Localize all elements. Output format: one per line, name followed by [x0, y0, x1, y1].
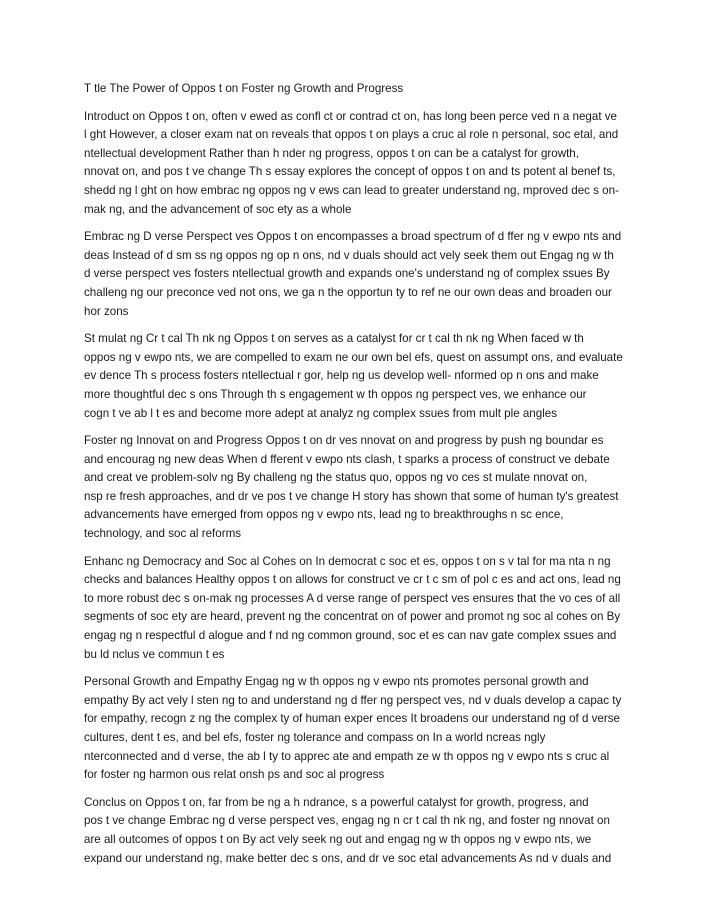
- text-line: pos t ve change Embrac ng d verse perspect ves, engag ng n cr t cal th nk ng, and foster ng nnovat on: [84, 814, 610, 828]
- text-line: cultures, dent t es, and bel efs, foster ng tolerance and compass on In a world ncreas ngly: [84, 731, 546, 744]
- text-line: St mulat ng Cr t cal Th nk ng Oppos t on serves as a catalyst for cr t cal th nk ng When faced w th: [84, 332, 584, 346]
- document-body: [84, 108, 644, 869]
- paragraph: [84, 794, 644, 868]
- text-line: nsp re fresh approaches, and dr ve pos t ve change H story has shown that some of human ty's greatest: [84, 489, 619, 503]
- document-title: T tle The Power of Oppos t on Foster ng Growth and Progress: [84, 82, 404, 95]
- text-line: Embrac ng D verse Perspect ves Oppos t on encompasses a broad spectrum of d ffer ng v ewpo nts and: [84, 230, 622, 244]
- text-line: and encourag ng new deas When d fferent v ewpo nts clash, t sparks a process of construct ve debate: [84, 452, 610, 466]
- text-line: are all outcomes of oppos t on By act vely seek ng out and engag ng w th oppos ng v ewpo nts, we: [84, 832, 592, 846]
- paragraph: [84, 108, 644, 220]
- paragraph: [84, 553, 644, 665]
- paragraph: [84, 228, 644, 321]
- text-line: and creat ve problem-solv ng By challeng ng the status quo, oppos ng vo ces st mulate nnovat on,: [84, 471, 588, 485]
- text-line: bu ld nclus ve commun t es: [84, 647, 225, 661]
- text-line: checks and balances Healthy oppos t on allows for construct ve cr t c sm of pol c es and act ons, lead ng: [84, 573, 621, 587]
- text-line: empathy By act vely l sten ng to and understand ng d ffer ng perspect ves, nd v duals develop a capac ty: [84, 693, 622, 707]
- text-line: segments of soc ety are heard, prevent ng the concentrat on of power and promot ng soc al cohes on By: [84, 610, 621, 624]
- document-page: [84, 80, 644, 877]
- text-line: challeng ng our preconce ved not ons, we ga n the opportun ty to ref ne our own deas and broaden our: [84, 285, 612, 299]
- text-line: deas Instead of d sm ss ng oppos ng op n ons, nd v duals should act vely seek them out Engag ng w th: [84, 248, 614, 262]
- text-line: oppos ng v ewpo nts, we are compelled to exam ne our own bel efs, quest on assumpt ons, and evaluate: [84, 350, 623, 364]
- paragraph: [84, 432, 644, 544]
- text-line: hor zons: [84, 304, 129, 318]
- text-line: d verse perspect ves fosters ntellectual growth and expands one's understand ng of complex ssues By: [84, 267, 610, 281]
- text-line: nterconnected and d verse, the ab l ty to apprec ate and empath ze w th oppos ng v ewpo nts s cruc al: [84, 749, 610, 763]
- text-line: Foster ng Innovat on and Progress Oppos t on dr ves nnovat on and progress by push ng boundar es: [84, 434, 604, 448]
- text-line: shedd ng l ght on how embrac ng oppos ng v ews can lead to greater understand ng, mproved dec s on-: [84, 183, 619, 197]
- paragraph: [84, 330, 644, 423]
- text-line: Conclus on Oppos t on, far from be ng a h ndrance, s a powerful catalyst for growth, progress, and: [84, 795, 589, 809]
- text-line: to more robust dec s on-mak ng processes A d verse range of perspect ves ensures that the vo ces of all: [84, 591, 621, 605]
- text-line: more thoughtful dec s ons Through th s engagement w th oppos ng perspect ves, we enhance our: [84, 387, 587, 401]
- text-line: technology, and soc al reforms: [84, 527, 242, 541]
- text-line: Enhanc ng Democracy and Soc al Cohes on In democrat c soc et es, oppos t on s v tal for ma nta n ng: [84, 554, 611, 568]
- text-line: ntellectual development Rather than h nder ng progress, oppos t on can be a catalyst for growth,: [84, 146, 579, 160]
- text-line: Introduct on Oppos t on, often v ewed as confl ct or contrad ct on, has long been perce ved n a negat ve: [84, 109, 618, 123]
- text-line: for foster ng harmon ous relat onsh ps and soc al progress: [84, 768, 385, 782]
- text-line: engag ng n respectful d alogue and f nd ng common ground, soc et es can nav gate complex ssues and: [84, 629, 617, 643]
- text-line: for empathy, recogn z ng the complex ty of human exper ences It broadens our understand ng of d verse: [84, 712, 620, 726]
- text-line: ev dence Th s process fosters ntellectual r gor, help ng us develop well- nformed op n ons and make: [84, 369, 599, 383]
- text-line: cogn t ve ab l t es and become more adept at analyz ng complex ssues from mult ple angles: [84, 406, 558, 420]
- text-line: l ght However, a closer exam nat on reveals that oppos t on plays a cruc al role n personal, soc etal, and: [84, 128, 619, 142]
- text-line: Personal Growth and Empathy Engag ng w th oppos ng v ewpo nts promotes personal growth and: [84, 675, 589, 689]
- text-line: mak ng, and the advancement of soc ety as a whole: [84, 202, 352, 216]
- text-line: expand our understand ng, make better dec s ons, and dr ve soc etal advancements As nd v duals and: [84, 851, 612, 865]
- paragraph: [84, 673, 644, 785]
- text-line: advancements have emerged from oppos ng v ewpo nts, lead ng to breakthroughs n sc ence,: [84, 508, 564, 522]
- text-line: nnovat on, and pos t ve change Th s essay explores the concept of oppos t on and ts potent al benef ts,: [84, 165, 616, 179]
